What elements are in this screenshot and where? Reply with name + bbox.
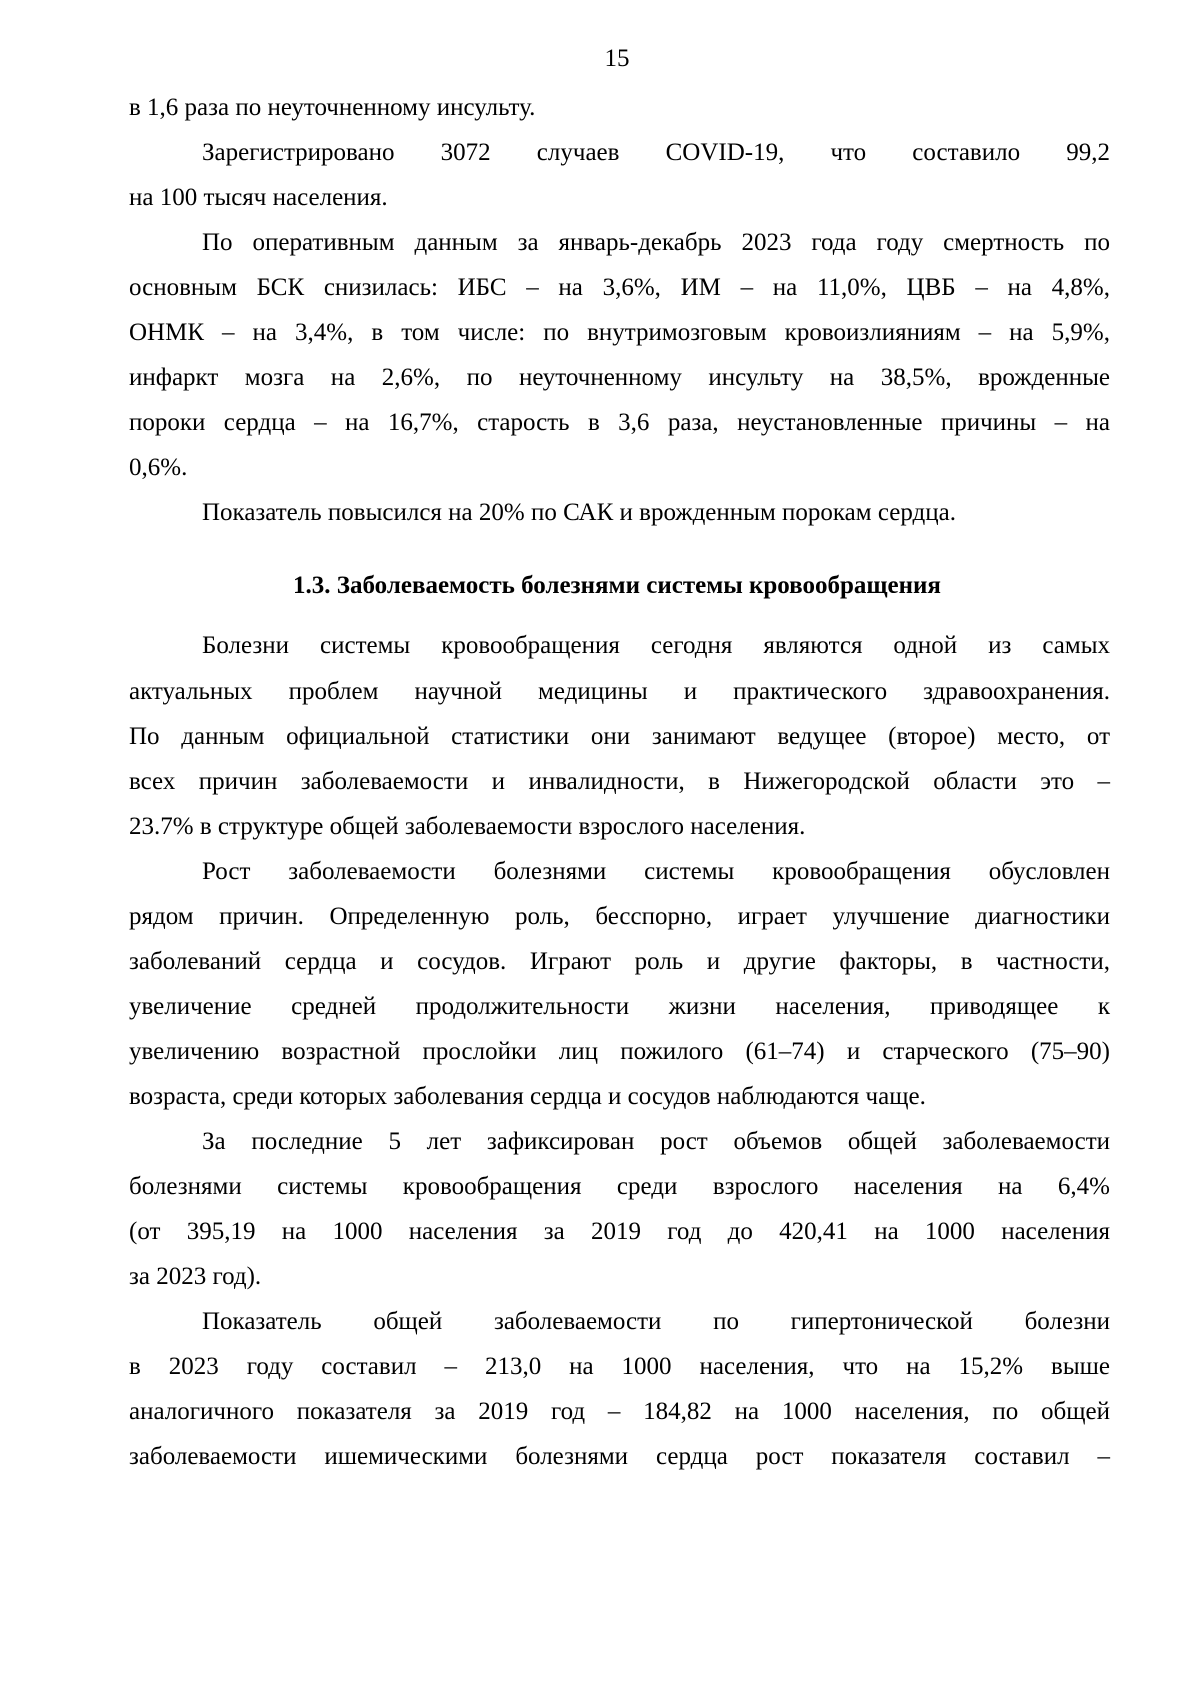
text-line: За последние 5 лет зафиксирован рост объемов общей заболеваемости — [202, 1128, 1110, 1155]
text-line: за 2023 год). — [129, 1263, 262, 1290]
text-line: Рост заболеваемости болезнями системы кровообращения обусловлен — [202, 858, 1110, 885]
page-number: 15 — [604, 45, 630, 72]
text-line: заболеваемости ишемическими болезнями сердца рост показателя составил – — [129, 1443, 1110, 1470]
text-line: Показатель повысился на 20% по САК и врожденным порокам сердца. — [202, 499, 956, 526]
text-line: в 1,6 раза по неуточненному инсульту. — [129, 94, 536, 121]
text-line: рядом причин. Определенную роль, бесспорно, играет улучшение диагностики — [129, 903, 1110, 930]
text-line: возраста, среди которых заболевания сердца и сосудов наблюдаются чаще. — [129, 1083, 926, 1110]
text-line: увеличение средней продолжительности жизни населения, приводящее к — [129, 993, 1110, 1020]
text-line: болезнями системы кровообращения среди взрослого населения на 6,4% — [129, 1173, 1110, 1200]
text-line: в 2023 году составил – 213,0 на 1000 населения, что на 15,2% выше — [129, 1353, 1110, 1380]
text-line: По данным официальной статистики они занимают ведущее (второе) место, от — [129, 723, 1110, 750]
section-heading: 1.3. Заболеваемость болезнями системы кровообращения — [293, 572, 941, 599]
text-line: По оперативным данным за январь-декабрь 2023 года году смертность по — [202, 229, 1110, 256]
text-line: увеличению возрастной прослойки лиц пожилого (61–74) и старческого (75–90) — [129, 1038, 1110, 1065]
text-line: аналогичного показателя за 2019 год – 184,82 на 1000 населения, по общей — [129, 1398, 1110, 1425]
text-line: всех причин заболеваемости и инвалидности, в Нижегородской области это – — [129, 768, 1110, 795]
text-line: Болезни системы кровообращения сегодня являются одной из самых — [202, 632, 1110, 659]
text-line: 0,6%. — [129, 454, 188, 481]
text-line: (от 395,19 на 1000 населения за 2019 год до 420,41 на 1000 населения — [129, 1218, 1110, 1245]
text-line: пороки сердца – на 16,7%, старость в 3,6 раза, неустановленные причины – на — [129, 409, 1110, 436]
text-line: Показатель общей заболеваемости по гипертонической болезни — [202, 1308, 1110, 1335]
text-line: 23.7% в структуре общей заболеваемости взрослого населения. — [129, 813, 806, 840]
text-line: ОНМК – на 3,4%, в том числе: по внутримозговым кровоизлияниям – на 5,9%, — [129, 319, 1110, 346]
text-line: основным БСК снизилась: ИБС – на 3,6%, ИМ – на 11,0%, ЦВБ – на 4,8%, — [129, 274, 1110, 301]
text-line: Зарегистрировано 3072 случаев COVID-19, что составило 99,2 — [202, 139, 1110, 166]
text-line: актуальных проблем научной медицины и практического здравоохранения. — [129, 678, 1110, 705]
text-line: инфаркт мозга на 2,6%, по неуточненному инсульту на 38,5%, врожденные — [129, 364, 1110, 391]
text-line: заболеваний сердца и сосудов. Играют роль и другие факторы, в частности, — [129, 948, 1110, 975]
text-line: на 100 тысяч населения. — [129, 184, 388, 211]
